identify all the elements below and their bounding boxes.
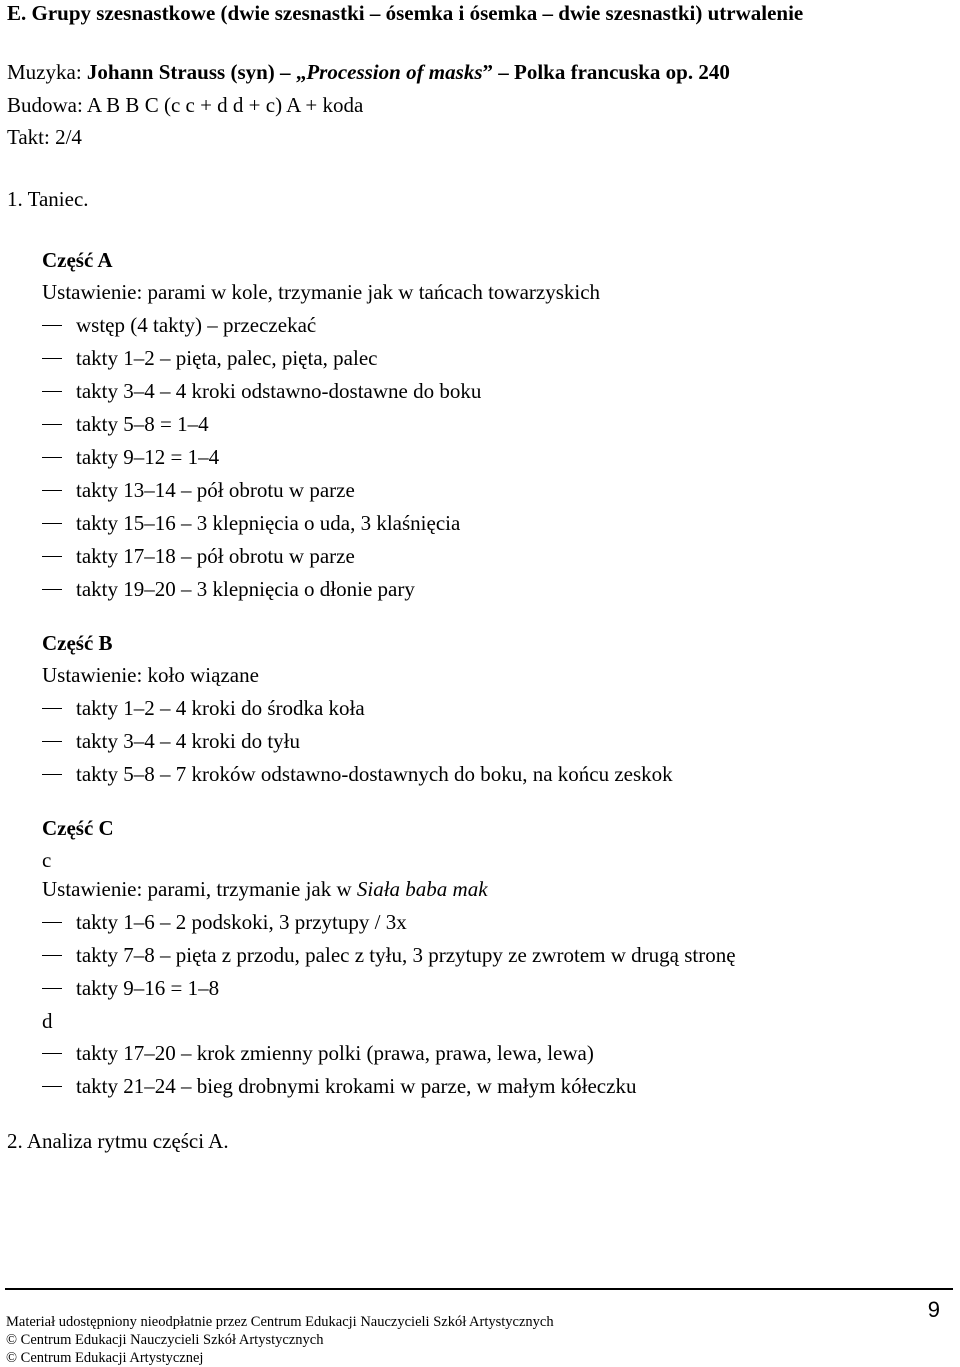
partC-sub-d: d [42,1009,53,1033]
dash-bullet [42,922,62,923]
dash-bullet [42,774,62,775]
dash-bullet [42,490,62,491]
music-piece: Procession of masks [306,60,483,84]
dash-bullet [42,358,62,359]
section1-heading: 1. Taniec. [7,187,89,211]
dash-bullet [42,1053,62,1054]
meter-line: Takt: 2/4 [7,125,82,149]
page-number: 9 [927,1297,940,1322]
partC-heading: Część C [42,816,114,840]
dash-bullet [42,424,62,425]
dash-bullet [42,955,62,956]
partC-setup: Ustawienie: parami, trzymanie jak w Siała baba mak [42,877,488,901]
footer-line-1: Materiał udostępniony nieodpłatnie przez Centrum Edukacji Nauczycieli Szkół Artystycznych [6,1314,554,1330]
dash-bullet [42,391,62,392]
dash-bullet [42,708,62,709]
dash-bullet [42,589,62,590]
partA-heading: Część A [42,248,113,272]
partA-setup: Ustawienie: parami w kole, trzymanie jak w tańcach towarzyskich [42,280,601,304]
partC-sub-c: c [42,848,52,872]
dash-bullet [42,556,62,557]
music-line [7,59,730,85]
section2-heading: 2. Analiza rytmu części A. [7,1129,229,1153]
dance-name: Siała baba mak [356,877,488,901]
music-prefix: Muzyka: [7,60,87,84]
footer-line-2: © Centrum Edukacji Nauczycieli Szkół Artystycznych [6,1332,324,1348]
dash-bullet [42,457,62,458]
footer-divider [5,1288,953,1290]
dash-bullet [42,1086,62,1087]
structure-line: Budowa: A B B C (c c + d d + c) A + koda [7,93,364,117]
dash-bullet [42,988,62,989]
partB-heading: Część B [42,631,113,655]
music-composer: Johann Strauss (syn) – „ [86,60,307,84]
footer-line-3: © Centrum Edukacji Artystycznej [6,1350,204,1366]
dash-bullet [42,325,62,326]
dash-bullet [42,741,62,742]
page-title: E. Grupy szesnastkowe (dwie szesnastki – ósemka i ósemka – dwie szesnastki) utrwalenie [7,1,804,25]
dash-bullet [42,523,62,524]
partB-setup: Ustawienie: koło wiązane [42,663,259,687]
music-suffix: ” – Polka francuska op. 240 [482,60,730,84]
